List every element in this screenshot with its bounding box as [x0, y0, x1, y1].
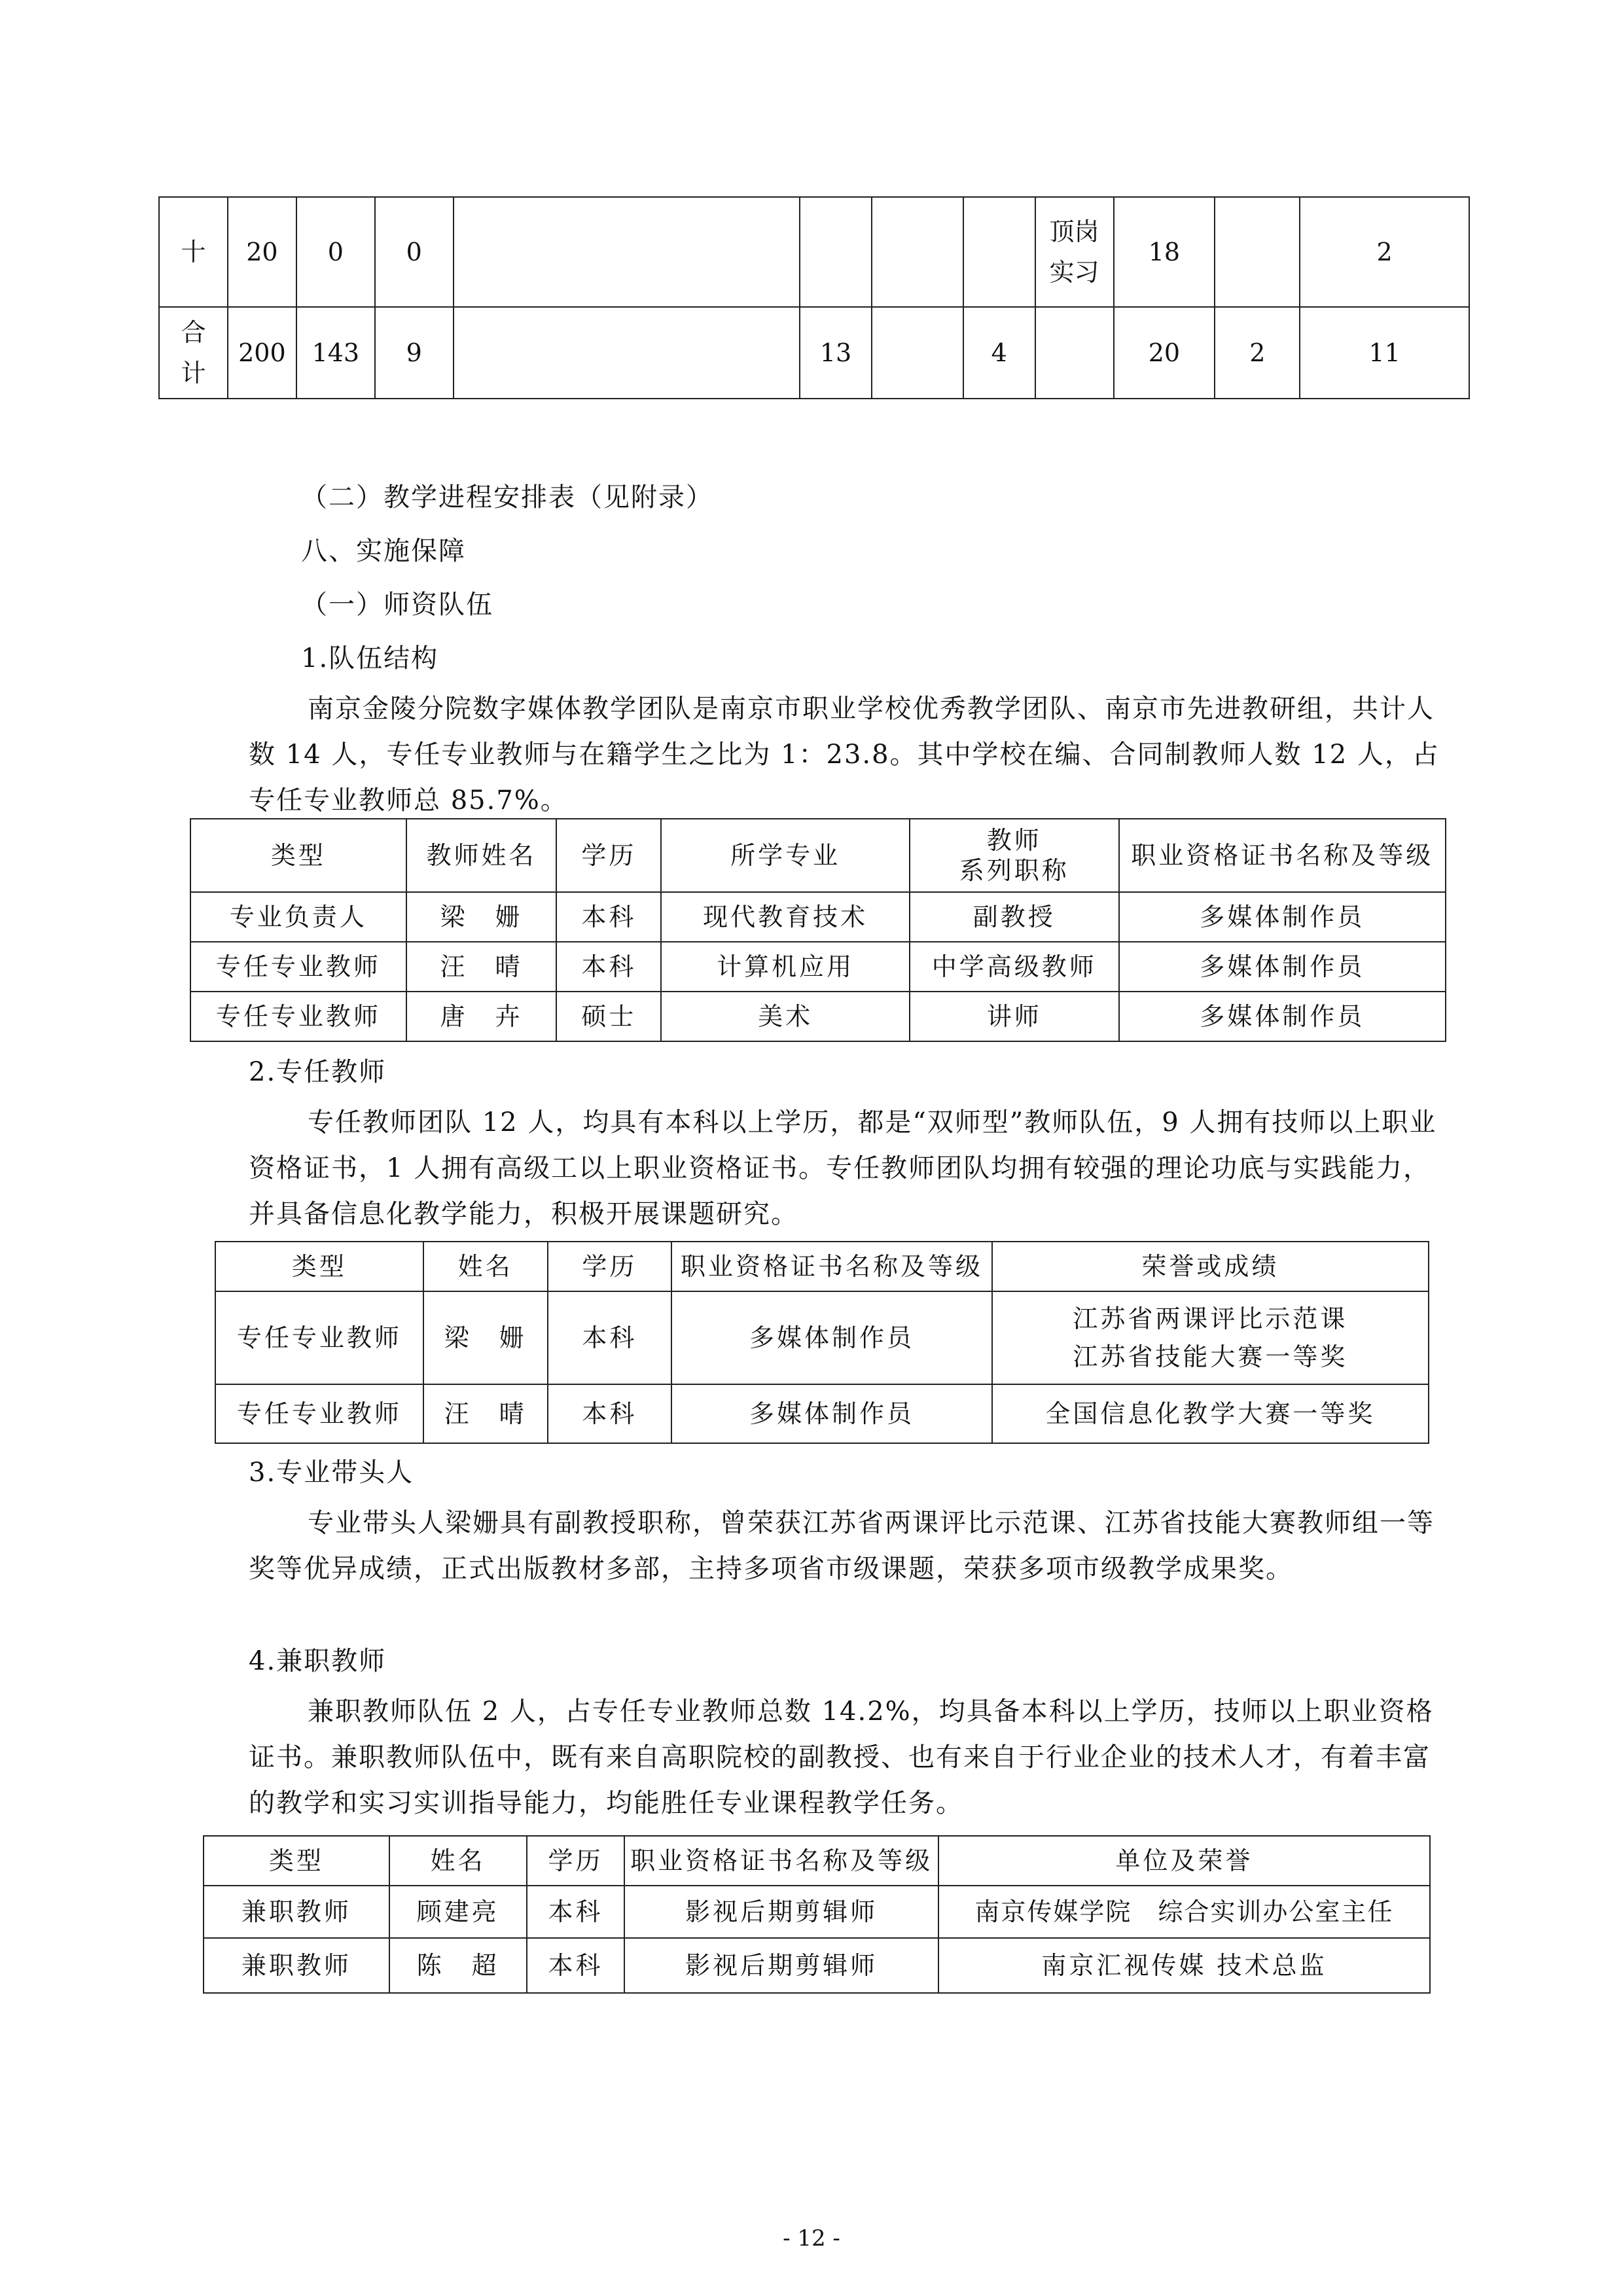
table-header-row	[204, 1836, 1430, 1886]
table-cell: 南京传媒学院 综合实训办公室主任	[938, 1886, 1430, 1938]
table-header-row	[190, 819, 1446, 892]
paragraph-team-structure	[249, 686, 1440, 823]
table-cell: 汪 晴	[423, 1384, 548, 1443]
column-header: 教师姓名	[406, 819, 557, 892]
table-cell: 20	[1114, 307, 1215, 399]
table-cell: 美术	[661, 992, 910, 1041]
table-row	[204, 1886, 1430, 1938]
subsection-team-structure: 1.队伍结构	[301, 643, 439, 673]
column-header: 教师 系列职称	[910, 819, 1119, 892]
subsection-full-time-teachers: 2.专任教师	[249, 1057, 387, 1087]
table-cell: 中学高级教师	[910, 942, 1119, 992]
table-cell: 唐 卉	[406, 992, 557, 1041]
table-cell: 梁 姗	[406, 892, 557, 942]
table-cell: 9	[375, 307, 454, 399]
table-cell: 现代教育技术	[661, 892, 910, 942]
table-cell: 本科	[548, 1384, 672, 1443]
column-header: 职业资格证书名称及等级	[1119, 819, 1446, 892]
table-cell: 兼职教师	[204, 1938, 389, 1993]
paragraph-part-time-teachers	[249, 1689, 1440, 1826]
table-cell	[1035, 307, 1114, 399]
table-cell: 硕士	[556, 992, 661, 1041]
table-row	[215, 1384, 1429, 1443]
table-cell: 多媒体制作员	[671, 1291, 991, 1384]
table-cell	[963, 197, 1035, 307]
section-title-guarantee: 八、实施保障	[301, 536, 466, 566]
table-cell: 专任专业教师	[190, 992, 406, 1041]
column-header: 职业资格证书名称及等级	[624, 1836, 938, 1886]
table-cell: 合 计	[159, 307, 228, 399]
table-cell: 0	[296, 197, 375, 307]
table-cell: 2	[1300, 197, 1469, 307]
table-cell	[454, 197, 800, 307]
table-cell: 江苏省两课评比示范课 江苏省技能大赛一等奖	[992, 1291, 1429, 1384]
table-cell: 计算机应用	[661, 942, 910, 992]
table-cell: 多媒体制作员	[671, 1384, 991, 1443]
column-header: 类型	[190, 819, 406, 892]
table-cell: 多媒体制作员	[1119, 942, 1446, 992]
table-cell: 顶岗 实习	[1035, 197, 1114, 307]
paragraph-text: 南京金陵分院数字媒体教学团队是南京市职业学校优秀教学团队、南京市先进教研组，共计人数 14 人，专任专业教师与在籍学生之比为 1：23.8。其中学校在编、合同制教师人数 12 人，占专任专业教师总 85.7%。	[249, 694, 1440, 816]
table-cell: 多媒体制作员	[1119, 992, 1446, 1041]
table-cell: 本科	[548, 1291, 672, 1384]
table-cell: 副教授	[910, 892, 1119, 942]
table-cell	[1215, 197, 1300, 307]
subsection-part-time-teachers: 4.兼职教师	[249, 1646, 387, 1676]
table-cell: 汪 晴	[406, 942, 557, 992]
table-cell: 多媒体制作员	[1119, 892, 1446, 942]
table-cell: 梁 姗	[423, 1291, 548, 1384]
subsection-program-leader: 3.专业带头人	[249, 1458, 414, 1488]
table-cell: 200	[228, 307, 296, 399]
column-header: 类型	[204, 1836, 389, 1886]
table-cell: 本科	[527, 1938, 625, 1993]
column-header: 单位及荣誉	[938, 1836, 1430, 1886]
table-cell: 专业负责人	[190, 892, 406, 942]
table-cell: 0	[375, 197, 454, 307]
table-cell	[454, 307, 800, 399]
table-cell: 影视后期剪辑师	[624, 1938, 938, 1993]
table-cell: 顾建亮	[389, 1886, 527, 1938]
table-cell: 专任专业教师	[215, 1291, 423, 1384]
page-number: - 12 -	[783, 2225, 840, 2251]
table-row	[159, 197, 1469, 307]
paragraph-full-time-teachers	[249, 1100, 1440, 1237]
paragraph-program-leader	[249, 1500, 1440, 1592]
column-header: 类型	[215, 1242, 423, 1291]
table-cell: 本科	[556, 942, 661, 992]
column-header: 职业资格证书名称及等级	[671, 1242, 991, 1291]
table-cell: 143	[296, 307, 375, 399]
table-cell: 2	[1215, 307, 1300, 399]
column-header: 姓名	[389, 1836, 527, 1886]
table-cell: 本科	[527, 1886, 625, 1938]
table-row	[204, 1938, 1430, 1993]
table-cell: 13	[800, 307, 872, 399]
table-cell: 全国信息化教学大赛一等奖	[992, 1384, 1429, 1443]
table-cell: 20	[228, 197, 296, 307]
paragraph-text: 专业带头人梁姗具有副教授职称，曾荣获江苏省两课评比示范课、江苏省技能大赛教师组一等奖等优异成绩，正式出版教材多部，主持多项省市级课题，荣获多项市级教学成果奖。	[249, 1508, 1435, 1584]
table-cell	[872, 307, 963, 399]
table-cell: 陈 超	[389, 1938, 527, 1993]
table-cell	[872, 197, 963, 307]
part-time-teachers-table	[203, 1835, 1431, 1994]
table-cell	[800, 197, 872, 307]
table-cell: 南京汇视传媒 技术总监	[938, 1938, 1430, 1993]
paragraph-text: 专任教师团队 12 人，均具有本科以上学历，都是“双师型”教师队伍，9 人拥有技师以上职业资格证书，1 人拥有高级工以上职业资格证书。专任教师团队均拥有较强的理论功底与实践能力，并具备信息化教学能力，积极开展课题研究。	[249, 1107, 1437, 1229]
section-title-faculty: （一）师资队伍	[301, 590, 493, 620]
table-header-row	[215, 1242, 1429, 1291]
table-cell: 讲师	[910, 992, 1119, 1041]
table-cell: 本科	[556, 892, 661, 942]
column-header: 姓名	[423, 1242, 548, 1291]
faculty-structure-table	[190, 818, 1446, 1042]
column-header: 学历	[556, 819, 661, 892]
section-title-schedule: （二）教学进程安排表（见附录）	[301, 482, 713, 512]
full-time-teachers-table	[215, 1241, 1429, 1444]
column-header: 学历	[548, 1242, 672, 1291]
table-row	[190, 992, 1446, 1041]
table-cell: 专任专业教师	[215, 1384, 423, 1443]
table-cell: 十	[159, 197, 228, 307]
table-row	[159, 307, 1469, 399]
table-cell: 4	[963, 307, 1035, 399]
column-header: 所学专业	[661, 819, 910, 892]
paragraph-text: 兼职教师队伍 2 人，占专任专业教师总数 14.2%，均具备本科以上学历，技师以上职业资格证书。兼职教师队伍中，既有来自高职院校的副教授、也有来自于行业企业的技术人才，有着丰富的教学和实习实训指导能力，均能胜任专业课程教学任务。	[249, 1696, 1434, 1818]
column-header: 荣誉或成绩	[992, 1242, 1429, 1291]
table-cell: 18	[1114, 197, 1215, 307]
table-cell: 兼职教师	[204, 1886, 389, 1938]
table-cell: 专任专业教师	[190, 942, 406, 992]
table-cell: 11	[1300, 307, 1469, 399]
table-row	[190, 942, 1446, 992]
column-header: 学历	[527, 1836, 625, 1886]
credit-summary-table	[158, 196, 1470, 399]
table-cell: 影视后期剪辑师	[624, 1886, 938, 1938]
table-row	[190, 892, 1446, 942]
table-row	[215, 1291, 1429, 1384]
